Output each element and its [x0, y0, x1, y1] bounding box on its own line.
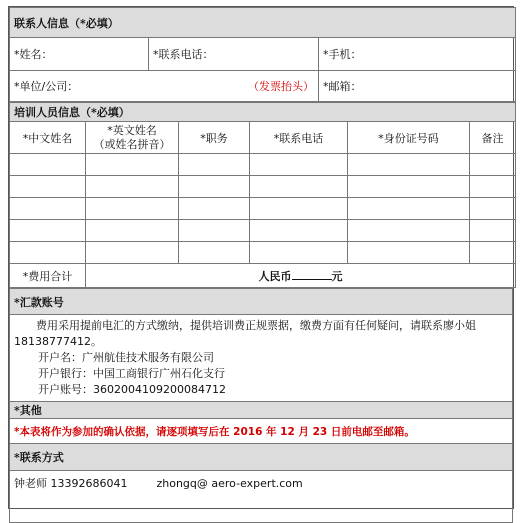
name-field[interactable]: *姓名： [10, 38, 149, 71]
col-cn-name: *中文姓名 [10, 122, 86, 154]
contact-email[interactable]: zhongq@ aero-expert.com [156, 477, 303, 490]
account-name: 开户名：广州航佳技术服务有限公司 [38, 351, 214, 364]
trainee-row[interactable] [10, 154, 516, 176]
email-field[interactable]: *邮箱： [319, 71, 516, 102]
contact-method-info [10, 471, 513, 523]
company-field[interactable] [10, 71, 319, 102]
fee-total-field[interactable] [86, 264, 516, 288]
col-phone: *联系电话 [250, 122, 348, 154]
remittance-section-title: *汇款账号 [10, 289, 513, 315]
trainee-row[interactable] [10, 198, 516, 220]
mobile-field[interactable]: *手机： [319, 38, 516, 71]
remittance-table [9, 288, 513, 523]
invoice-title-note: （发票抬头） [248, 80, 314, 93]
col-en-name-line1: *英文姓名 [107, 123, 157, 137]
trainee-row[interactable] [10, 242, 516, 264]
trainee-row[interactable] [10, 220, 516, 242]
trainee-info-table [9, 102, 516, 288]
fee-currency: 人民币 [258, 269, 292, 283]
col-position: *职务 [179, 122, 250, 154]
col-id-number: *身份证号码 [348, 122, 470, 154]
fee-total-label: *费用合计 [10, 264, 86, 288]
contact-person: 钟老师 13392686041 [14, 477, 128, 490]
trainee-section-title: 培训人员信息（*必填） [10, 103, 516, 122]
fee-amount-blank[interactable] [292, 270, 332, 280]
bank-name: 开户银行：中国工商银行广州石化支行 [38, 367, 225, 380]
trainee-row[interactable] [10, 176, 516, 198]
account-number: 开户账号：3602004109200084712 [38, 383, 226, 396]
col-remark: 备注 [470, 122, 516, 154]
registration-form [8, 6, 514, 509]
remittance-note: 费用采用提前电汇的方式缴纳，提供培训费正规票据，缴费方面有任何疑问，请联系廖小姐 18138777412。 [14, 319, 476, 348]
other-section-title: *其他 [10, 402, 513, 419]
phone-field[interactable]: *联系电话： [149, 38, 319, 71]
contact-section-title: 联系人信息（*必填） [10, 8, 516, 38]
deadline-note: *本表将作为参加的确认依据，请逐项填写后在 2016 年 12 月 23 日前电邮至邮箱。 [10, 419, 513, 444]
company-label: *单位/公司： [14, 80, 79, 93]
remittance-info [10, 315, 513, 402]
contact-method-title: *联系方式 [10, 444, 513, 471]
contact-info-table [9, 7, 516, 102]
fee-unit: 元 [331, 269, 343, 283]
col-en-name [86, 122, 179, 154]
col-en-name-line2: （或姓名拼音） [93, 137, 171, 151]
